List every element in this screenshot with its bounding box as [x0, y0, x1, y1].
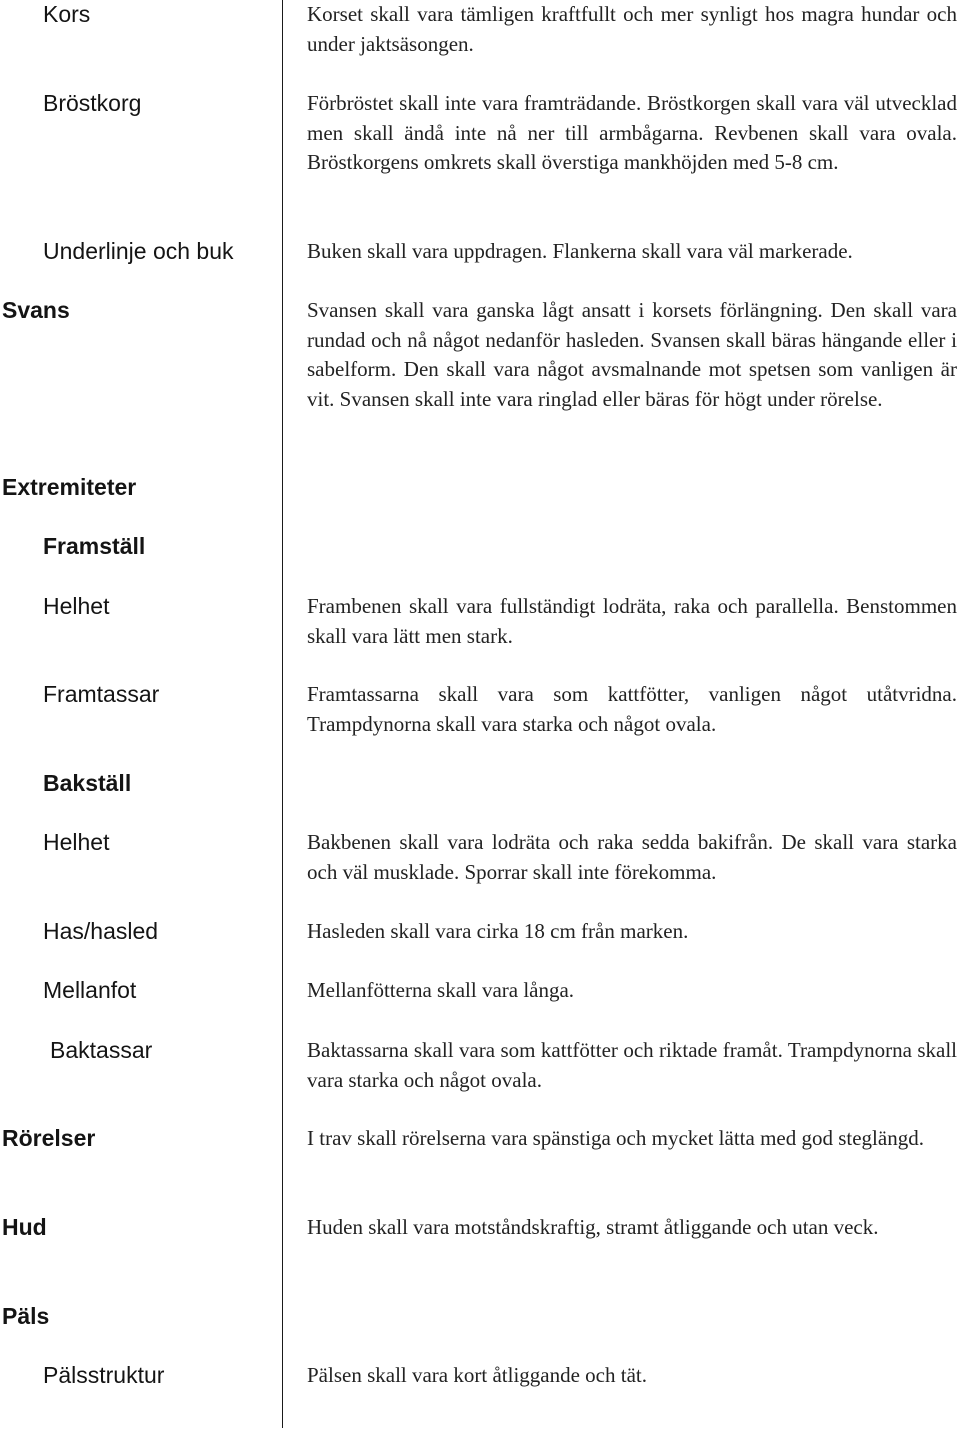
label-framtassar: Framtassar: [43, 681, 160, 707]
label-svans: Svans: [2, 297, 70, 323]
label-bakstall-helhet: Helhet: [43, 829, 110, 855]
label-mellanfot: Mellanfot: [43, 977, 137, 1003]
label-kors: Kors: [43, 1, 91, 27]
text-baktassar: Baktassarna skall vara som kattfötter och riktade framåt. Trampdynorna skall vara starka och något ovala.: [307, 1038, 957, 1092]
label-framstall: Framställ: [43, 533, 146, 559]
text-rorelser: I trav skall rörelserna vara spänstiga och mycket lätta med god steglängd.: [307, 1126, 924, 1150]
text-has: Hasleden skall vara cirka 18 cm från marken.: [307, 919, 689, 943]
text-framstall-helhet: Frambenen skall vara fullständigt lodräta, raka och parallella. Benstommen skall vara lätt men stark.: [307, 594, 957, 648]
text-hud: Huden skall vara motståndskraftig, stramt åtliggande och utan veck.: [307, 1215, 879, 1239]
text-svans: Svansen skall vara ganska lågt ansatt i korsets förlängning. Den skall vara rundad och nå något nedanför hasleden. Svansen skall bäras hängande eller i sabelform. Den skall vara något avsmalnande mot spetsen som vanligen är vit. Svansen skall inte vara ringlad eller bäras för högt under rörelse.: [307, 298, 957, 411]
text-palsstruktur: Pälsen skall vara kort åtliggande och tät.: [307, 1363, 647, 1387]
label-baktassar: Baktassar: [50, 1037, 153, 1063]
label-brostkorg: Bröstkorg: [43, 90, 142, 116]
text-underlinje: Buken skall vara uppdragen. Flankerna skall vara väl markerade.: [307, 239, 853, 263]
label-palsstruktur: Pälsstruktur: [43, 1362, 165, 1388]
label-extremiteter: Extremiteter: [2, 474, 137, 500]
text-framtassar: Framtassarna skall vara som kattfötter, vanligen något utåtvridna. Trampdynorna skall vara starka och något ovala.: [307, 682, 957, 736]
label-pals: Päls: [2, 1303, 50, 1329]
text-brostkorg: Förbröstet skall inte vara framträdande. Bröstkorgen skall vara väl utvecklad men skall ändå inte nå ner till armbågarna. Revbenen skall vara ovala. Bröstkorgens omkrets skall överstiga mankhöjden med 5-8 cm.: [307, 91, 957, 175]
text-mellanfot: Mellanfötterna skall vara långa.: [307, 978, 575, 1002]
label-hud: Hud: [2, 1214, 47, 1240]
label-rorelser: Rörelser: [2, 1125, 96, 1151]
label-framstall-helhet: Helhet: [43, 593, 110, 619]
label-bakstall: Bakställ: [43, 770, 132, 796]
text-kors: Korset skall vara tämligen kraftfullt och mer synligt hos magra hundar och under jaktsäsongen.: [307, 2, 957, 56]
label-has: Has/hasled: [43, 918, 159, 944]
label-underlinje: Underlinje och buk: [43, 238, 234, 264]
column-divider: [282, 0, 283, 1428]
text-bakstall-helhet: Bakbenen skall vara lodräta och raka sedda bakifrån. De skall vara starka och väl musklade. Sporrar skall inte förekomma.: [307, 830, 957, 884]
